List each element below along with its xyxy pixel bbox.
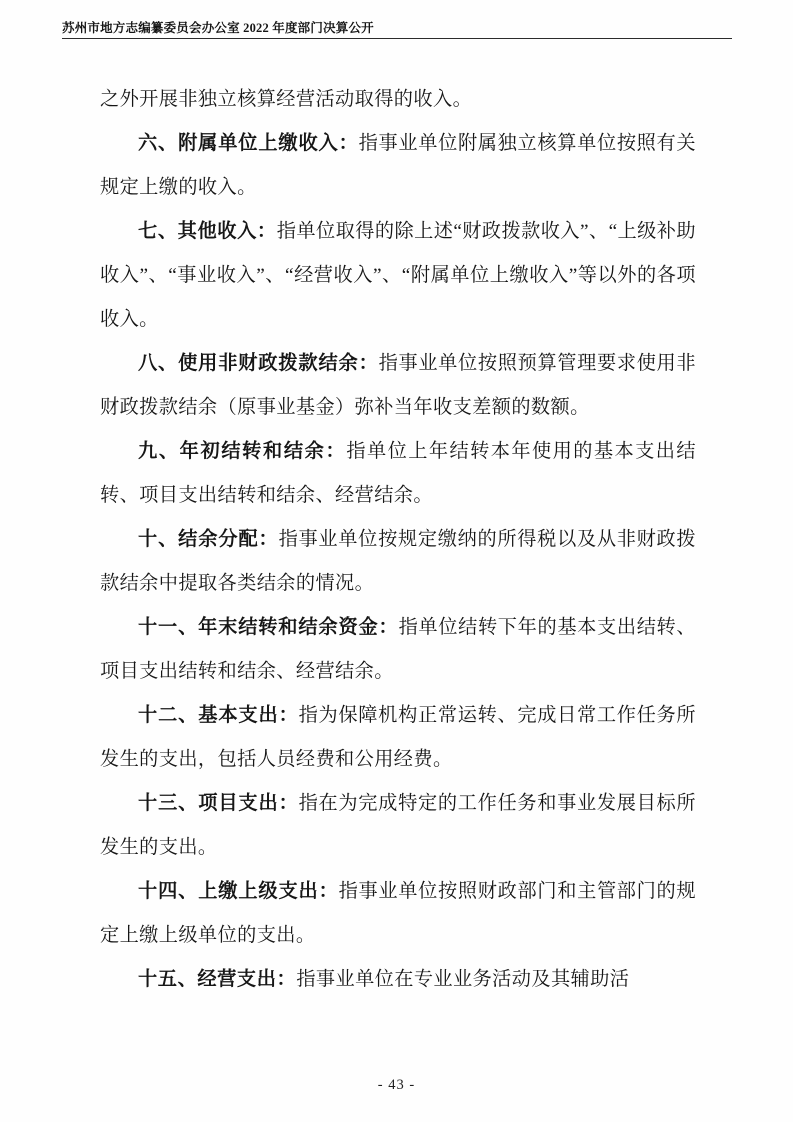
paragraph-term: 七、其他收入：: [138, 221, 277, 242]
paragraph-text: 指单位上年结转本年使用的基本支出结转、项目支出结转和结余、经营结余。: [100, 441, 696, 506]
paragraph: [100, 210, 696, 342]
paragraph: [100, 122, 696, 210]
paragraph: [100, 870, 696, 958]
paragraph-text: 指事业单位在专业业务活动及其辅助活: [296, 969, 630, 990]
paragraph: [100, 958, 696, 1002]
paragraph-term: 十五、经营支出：: [138, 969, 297, 990]
header-divider: [62, 38, 732, 39]
paragraph-text: 指事业单位按照财政部门和主管部门的规定上缴上级单位的支出。: [100, 881, 696, 946]
paragraph-text: 之外开展非独立核算经营活动取得的收入。: [100, 89, 473, 110]
paragraph-text: 指在为完成特定的工作任务和事业发展目标所发生的支出。: [100, 793, 696, 858]
paragraph: [100, 430, 696, 518]
paragraph: [100, 606, 696, 694]
paragraph-term: 十四、上缴上级支出：: [138, 881, 339, 902]
paragraph: [100, 782, 696, 870]
paragraph: [100, 342, 696, 430]
paragraph-term: 八、使用非财政拨款结余：: [138, 353, 379, 374]
paragraph-term: 九、年初结转和结余：: [138, 441, 347, 462]
paragraph: [100, 518, 696, 606]
paragraph-text: 指单位结转下年的基本支出结转、项目支出结转和结余、经营结余。: [100, 617, 696, 682]
paragraph-text: 指事业单位按规定缴纳的所得税以及从非财政拨款结余中提取各类结余的情况。: [100, 529, 696, 594]
paragraph-text: 指事业单位按照预算管理要求使用非财政拨款结余（原事业基金）弥补当年收支差额的数额。: [100, 353, 696, 418]
paragraph-text: 指为保障机构正常运转、完成日常工作任务所发生的支出，包括人员经费和公用经费。: [100, 705, 696, 770]
paragraph-term: 十、结余分配：: [138, 529, 279, 550]
paragraph-text: 指单位取得的除上述“财政拨款收入”、“上级补助收入”、“事业收入”、“经营收入”、“附属单位上缴收入”等以外的各项收入。: [100, 221, 696, 330]
paragraph-text: 指事业单位附属独立核算单位按照有关规定上缴的收入。: [100, 133, 696, 198]
paragraph: [100, 78, 696, 122]
document-body: [100, 78, 696, 1002]
page-header-title: 苏州市地方志编纂委员会办公室 2022 年度部门决算公开: [62, 21, 374, 35]
paragraph-term: 十一、年末结转和结余资金：: [138, 617, 399, 638]
page-number: - 43 -: [377, 1077, 416, 1093]
paragraph-term: 六、附属单位上缴收入：: [138, 133, 359, 154]
paragraph: [100, 694, 696, 782]
paragraph-term: 十三、项目支出：: [138, 793, 299, 814]
paragraph-term: 十二、基本支出：: [138, 705, 299, 726]
